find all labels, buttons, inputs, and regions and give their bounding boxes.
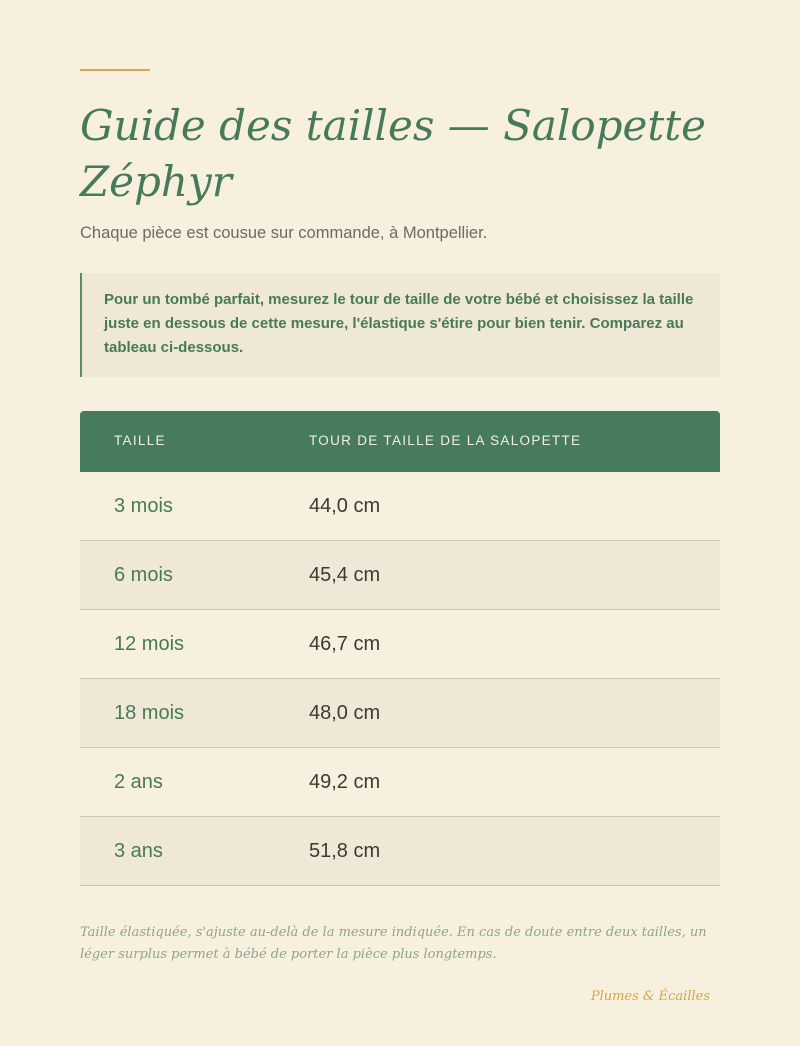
- waist-cell: 48,0 cm: [309, 702, 381, 724]
- waist-cell: 49,2 cm: [309, 771, 381, 793]
- column-header-size: TAILLE: [114, 433, 166, 448]
- table-row: [80, 541, 720, 610]
- footnote: Taille élastiquée, s'ajuste au-delà de la mesure indiquée. En cas de doute entre deux tailles, un léger surplus permet à bébé de porter la pièce plus longtemps.: [80, 925, 707, 962]
- size-cell: 3 ans: [114, 840, 163, 862]
- table-row: [80, 679, 720, 748]
- size-cell: 3 mois: [114, 495, 173, 517]
- waist-cell: 45,4 cm: [309, 564, 381, 586]
- table-row: [80, 472, 720, 541]
- accent-rule: [80, 69, 150, 71]
- size-cell: 12 mois: [114, 633, 185, 655]
- page-subtitle: Chaque pièce est cousue sur commande, à Montpellier.: [80, 224, 488, 242]
- measurement-tip-callout: [80, 273, 720, 377]
- page-title: Guide des tailles — Salopette Zéphyr: [80, 101, 706, 206]
- size-cell: 2 ans: [114, 771, 163, 793]
- brand-signature: Plumes & Écailles: [590, 989, 710, 1004]
- table-header: [80, 411, 720, 472]
- waist-cell: 51,8 cm: [309, 840, 381, 862]
- table-row: [80, 748, 720, 817]
- size-table: [80, 411, 720, 886]
- size-cell: 18 mois: [114, 702, 185, 724]
- waist-cell: 46,7 cm: [309, 633, 381, 655]
- column-header-waist: TOUR DE TAILLE DE LA SALOPETTE: [309, 433, 582, 448]
- waist-cell: 44,0 cm: [309, 495, 381, 517]
- callout-text: Pour un tombé parfait, mesurez le tour de taille de votre bébé et choisissez la taille juste en dessous de cette mesure, l'élastique s'étire pour bien tenir. Comparez au tableau ci-dessous.: [104, 291, 694, 356]
- table-row: [80, 817, 720, 886]
- table-row: [80, 610, 720, 679]
- size-cell: 6 mois: [114, 564, 173, 586]
